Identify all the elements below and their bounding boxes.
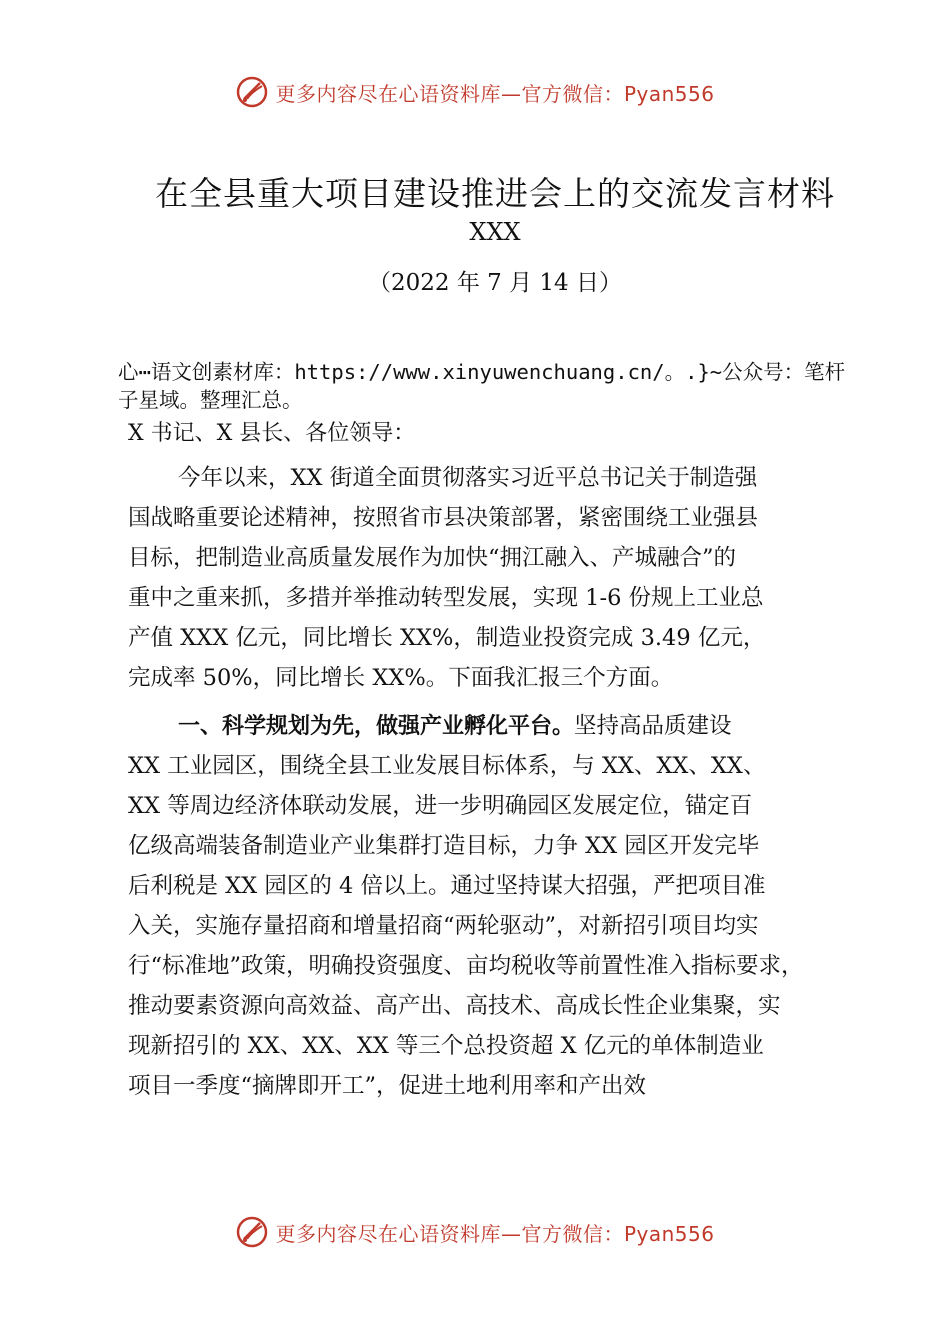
source-note: 心⋯语文创素材库：https://www.xinyuwenchuang.cn/。.}~公众号：笔杆子星域。整理汇总。 [118,360,846,412]
footer-banner [0,1212,950,1252]
para1-line: 目标，把制造业高质量发展作为加快“拥江融入、产城融合”的 [128,545,737,571]
para2-line: XX 工业园区，围绕全县工业发展目标体系，与 XX、XX、XX、 [128,753,766,779]
document-date: （2022 年 7 月 14 日） [368,270,622,296]
para2-line: 现新招引的 XX、XX、XX 等三个总投资超 X 亿元的单体制造业 [128,1033,764,1059]
section1-first-line [178,708,732,740]
document-title: 在全县重大项目建设推进会上的交流发言材料 [155,174,835,213]
quill-logo-icon [235,75,269,109]
banner-text: 更多内容尽在心语资料库—官方微信：Pyan556 [275,1221,715,1246]
banner-text: 更多内容尽在心语资料库—官方微信：Pyan556 [275,81,715,106]
para1-line: 国战略重要论述精神，按照省市县决策部署，紧密围绕工业强县 [128,505,759,531]
para2-line: 行“标准地”政策，明确投资强度、亩均税收等前置性准入指标要求， [128,953,804,979]
header-banner [0,72,950,112]
para1-line: 完成率 50%，同比增长 XX%。下面我汇报三个方面。 [128,665,674,691]
section1-heading: 一、科学规划为先，做强产业孵化平台。 [178,714,575,739]
para2-line: XX 等周边经济体联动发展，进一步明确园区发展定位，锚定百 [128,793,753,819]
quill-logo-icon [235,1215,269,1249]
document-author: XXX [469,218,521,246]
salutation: X 书记、X 县长、各位领导： [128,421,416,446]
para2-line: 推动要素资源向高效益、高产出、高技术、高成长性企业集聚，实 [128,993,781,1019]
para1-line: 重中之重来抓，多措并举推动转型发展，实现 1-6 份规上工业总 [128,585,764,611]
para2-line: 项目一季度“摘牌即开工”，促进土地利用率和产出效 [128,1073,647,1099]
para1-line: 产值 XXX 亿元，同比增长 XX%，制造业投资完成 3.49 亿元， [128,625,766,651]
para2-line: 亿级高端装备制造业产业集群打造目标，力争 XX 园区开发完毕 [128,833,760,859]
para2-line: 入关，实施存量招商和增量招商“两轮驱动”，对新招引项目均实 [128,913,759,939]
para1-line: 今年以来，XX 街道全面贯彻落实习近平总书记关于制造强 [178,465,758,491]
section1-first-line-rest: 坚持高品质建设 [574,713,732,739]
para2-line: 后利税是 XX 园区的 4 倍以上。通过坚持谋大招强，严把项目准 [128,873,766,899]
